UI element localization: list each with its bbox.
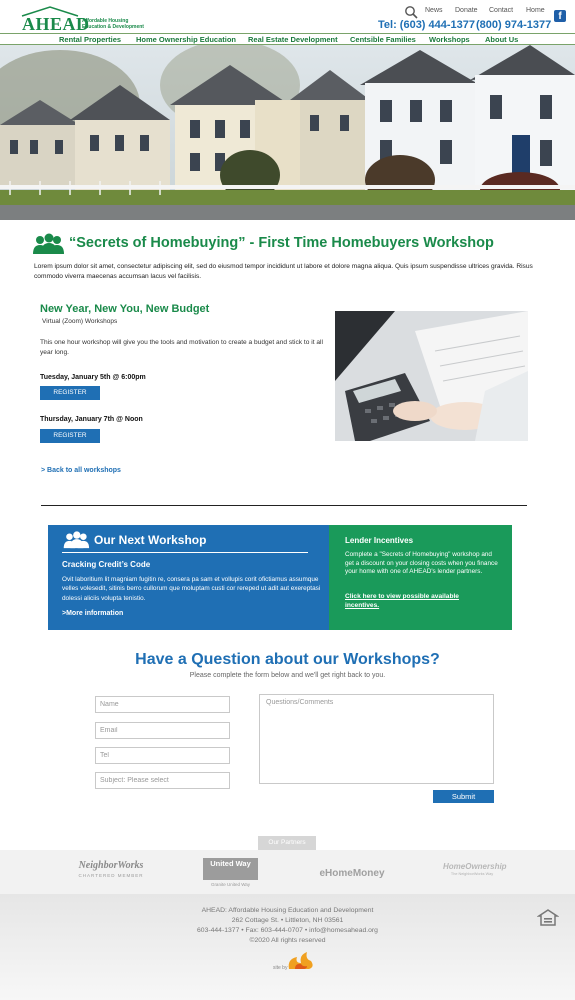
budget-calculator-photo	[335, 311, 528, 441]
more-information-link[interactable]: >More information	[62, 610, 124, 617]
footer-org: AHEAD: Affordable Housing Education and Development	[201, 907, 374, 914]
back-to-workshops-link[interactable]: > Back to all workshops	[41, 467, 121, 474]
home-link[interactable]: Home	[526, 7, 545, 14]
partner-sub: The NeighborWorks Way	[450, 872, 494, 876]
footer-contact: 603-444-1377 • Fax: 603-444-0707 • info@homesahead.org	[197, 927, 378, 934]
united-way-logo[interactable]	[203, 858, 258, 887]
homeownership-logo[interactable]	[443, 862, 507, 876]
site-by-credit[interactable]	[267, 951, 317, 975]
session-date: Thursday, January 7th @ Noon	[40, 416, 143, 423]
next-workshop-topic: Cracking Credit’s Code	[62, 560, 151, 569]
contact-link[interactable]: Contact	[489, 7, 514, 14]
equal-housing-icon	[537, 908, 559, 928]
submit-button[interactable]: Submit	[433, 790, 494, 803]
partner-name: United Way	[203, 858, 258, 880]
logo-subtitle: Affordable Housing Education & Development	[82, 18, 144, 30]
partner-sub: CHARTERED MEMBER	[78, 873, 144, 878]
view-incentives-link[interactable]: Click here to view possible available incentives.	[345, 593, 459, 609]
phone-local[interactable]: Tel: (603) 444-1377	[378, 19, 476, 31]
news-link[interactable]: News	[425, 7, 443, 14]
main-nav	[0, 33, 575, 45]
ehomemoney-logo[interactable]: eHomeMoney	[319, 868, 385, 879]
search-icon[interactable]	[404, 5, 418, 19]
register-button[interactable]: REGISTER	[40, 386, 100, 400]
event-description: This one hour workshop will give you the tools and motivation to create a budget and stick to it all year long.	[40, 339, 323, 356]
partner-name: HomeOwnership	[443, 862, 507, 871]
neighborworks-logo[interactable]	[78, 860, 144, 878]
donate-link[interactable]: Donate	[455, 7, 478, 14]
facebook-icon[interactable]: f	[554, 10, 566, 22]
people-icon	[62, 531, 90, 549]
site-by-text: site by	[273, 965, 288, 971]
nav-real-estate-development[interactable]: Real Estate Development	[248, 35, 338, 44]
lender-incentives-heading: Lender Incentives	[345, 536, 414, 545]
next-workshop-description: Ovit laboritium lit magniam fugitin re, consera pa sam et vollupis corit ofictiamus assumque velles volesedit, sitinis berro cullorum que moluptam custi cor rereped ut adit aut exereptasi dolessi aliciis volupta tenistio.	[62, 576, 321, 602]
event-heading: New Year, New You, New Budget	[40, 303, 210, 315]
comments-field[interactable]	[259, 694, 494, 784]
name-field[interactable]	[95, 696, 230, 713]
lender-incentives-description: Complete a "Secrets of Homebuying" workshop and get a discount on your closing costs when you finance your home with one of AHEAD's lender partners.	[345, 551, 498, 576]
logo-wordmark: AHEAD	[22, 14, 90, 34]
hero-houses-image	[0, 45, 575, 220]
partners-band	[0, 850, 575, 894]
subject-select[interactable]	[95, 772, 230, 789]
partner-sub: Granite United Way	[210, 882, 251, 887]
email-field[interactable]	[95, 722, 230, 739]
register-button[interactable]: REGISTER	[40, 429, 100, 443]
section-divider	[41, 505, 527, 506]
phone-tollfree[interactable]: (800) 974-1377	[476, 19, 552, 31]
event-format: Virtual (Zoom) Workshops	[42, 318, 118, 325]
ahead-logo[interactable]	[18, 4, 148, 34]
nav-workshops[interactable]: Workshops	[429, 35, 470, 44]
footer-address: 262 Cottage St. • Littleton, NH 03561	[231, 917, 344, 924]
tel-field[interactable]	[95, 747, 230, 764]
nav-about-us[interactable]: About Us	[485, 35, 519, 44]
footer-copyright: ©2020 All rights reserved	[249, 937, 326, 944]
intro-paragraph: Lorem ipsum dolor sit amet, consectetur adipiscing elit, sed do eiusmod tempor incididunt ut labore et dolore magna aliqua. Quis ipsum suspendisse ultrices gravida. Risus commodo viverra maecenas accumsan lacus vel facilisis.	[34, 263, 533, 280]
next-workshop-rule	[62, 552, 308, 553]
form-heading: Have a Question about our Workshops?	[135, 651, 440, 668]
flame-icon	[285, 951, 315, 971]
session-date: Tuesday, January 5th @ 6:00pm	[40, 374, 146, 381]
partners-label: Our Partners	[258, 836, 316, 850]
next-workshop-heading: Our Next Workshop	[94, 533, 207, 547]
partner-name: NeighborWorks	[78, 860, 144, 871]
form-subheading: Please complete the form below and we'll get right back to you.	[189, 672, 386, 679]
nav-centsible-families[interactable]: Centsible Families	[350, 35, 416, 44]
people-icon	[32, 233, 64, 255]
nav-home-ownership-education[interactable]: Home Ownership Education	[136, 35, 237, 44]
nav-rental-properties[interactable]: Rental Properties	[59, 35, 122, 44]
page-title: “Secrets of Homebuying” - First Time Homebuyers Workshop	[69, 235, 494, 251]
